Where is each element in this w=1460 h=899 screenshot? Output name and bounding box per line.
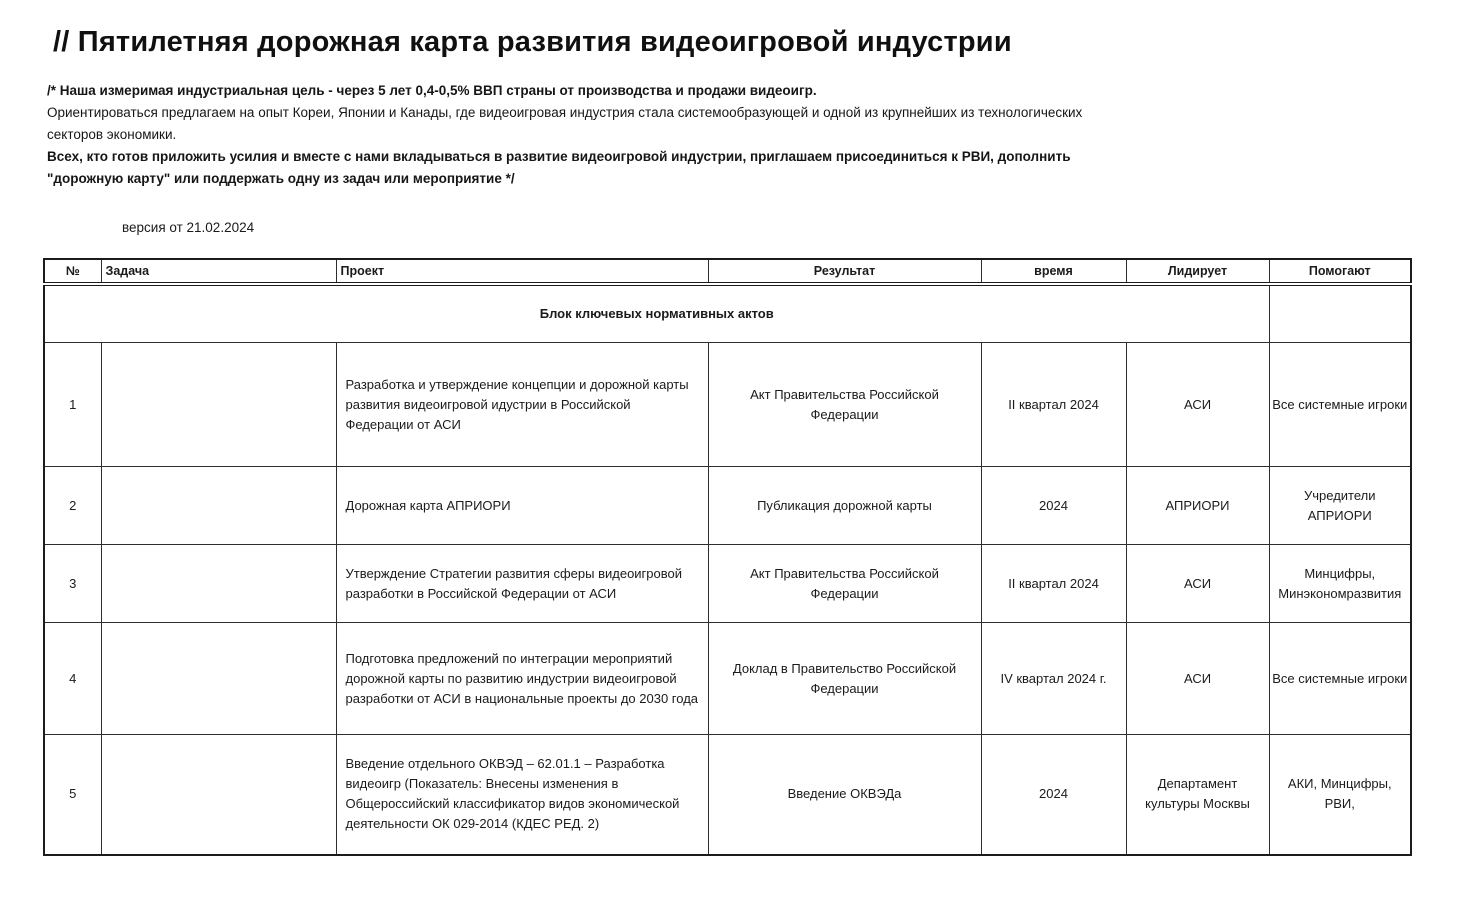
- col-header-time: время: [981, 259, 1126, 284]
- roadmap-table: [43, 258, 1412, 856]
- cell-leader: АСИ: [1126, 545, 1269, 623]
- intro-line-goal: /* Наша измеримая индустриальная цель - через 5 лет 0,4-0,5% ВВП страны от производства и продажи видеоигр.: [47, 83, 817, 98]
- section-header-row: [44, 284, 1411, 343]
- cell-helpers: Все системные игроки: [1269, 343, 1411, 467]
- cell-result: Введение ОКВЭДа: [708, 735, 981, 855]
- intro-line-reference: Ориентироваться предлагаем на опыт Кореи, Японии и Канады, где видеоигровая индустрия стала системообразующей и одной из крупнейших из технологических: [47, 105, 1083, 120]
- table-row: [44, 467, 1411, 545]
- cell-result: Акт Правительства Российской Федерации: [708, 343, 981, 467]
- cell-leader: Департамент культуры Москвы: [1126, 735, 1269, 855]
- col-header-task: Задача: [101, 259, 336, 284]
- cell-time: 2024: [981, 467, 1126, 545]
- table-row: [44, 735, 1411, 855]
- cell-num: 2: [44, 467, 101, 545]
- cell-num: 5: [44, 735, 101, 855]
- page-title: // Пятилетняя дорожная карта развития видеоигровой индустрии: [53, 26, 1012, 58]
- document-page: [0, 26, 1460, 856]
- cell-project: Утверждение Стратегии развития сферы видеоигровой разработки в Российской Федерации от АСИ: [336, 545, 708, 623]
- intro-line-invitation-cont: "дорожную карту" или поддержать одну из задач или мероприятие */: [47, 171, 515, 186]
- cell-num: 1: [44, 343, 101, 467]
- cell-project: Подготовка предложений по интеграции мероприятий дорожной карты по развитию индустрии видеоигровой разработки от АСИ в национальные проекты до 2030 года: [336, 623, 708, 735]
- cell-leader: АПРИОРИ: [1126, 467, 1269, 545]
- cell-helpers: Минцифры, Минэкономразвития: [1269, 545, 1411, 623]
- cell-task: [101, 467, 336, 545]
- cell-result: Доклад в Правительство Российской Федерации: [708, 623, 981, 735]
- cell-time: II квартал 2024: [981, 545, 1126, 623]
- intro-line-invitation: Всех, кто готов приложить усилия и вместе с нами вкладываться в развитие видеоигровой индустрии, приглашаем присоединиться к РВИ, дополнить: [47, 149, 1071, 164]
- cell-helpers: Все системные игроки: [1269, 623, 1411, 735]
- cell-task: [101, 623, 336, 735]
- cell-helpers: Учредители АПРИОРИ: [1269, 467, 1411, 545]
- intro-line-reference-cont: секторов экономики.: [47, 127, 177, 142]
- cell-helpers: АКИ, Минцифры, РВИ,: [1269, 735, 1411, 855]
- cell-project: Введение отдельного ОКВЭД – 62.01.1 – Разработка видеоигр (Показатель: Внесены изменения в Общероссийский классификатор видов экономической деятельности ОК 029-2014 (КДЕС РЕД. 2): [336, 735, 708, 855]
- table-row: [44, 545, 1411, 623]
- col-header-helpers: Помогают: [1269, 259, 1411, 284]
- cell-time: II квартал 2024: [981, 343, 1126, 467]
- intro-paragraph: [47, 80, 1460, 190]
- cell-project: Разработка и утверждение концепции и дорожной карты развития видеоигровой идустрии в Российской Федерации от АСИ: [336, 343, 708, 467]
- version-label: версия от 21.02.2024: [122, 220, 255, 235]
- cell-leader: АСИ: [1126, 623, 1269, 735]
- col-header-leader: Лидирует: [1126, 259, 1269, 284]
- table-row: [44, 623, 1411, 735]
- cell-num: 4: [44, 623, 101, 735]
- cell-result: Акт Правительства Российской Федерации: [708, 545, 981, 623]
- cell-task: [101, 545, 336, 623]
- section-title: Блок ключевых нормативных актов: [44, 284, 1269, 343]
- col-header-result: Результат: [708, 259, 981, 284]
- table-row: [44, 343, 1411, 467]
- cell-result: Публикация дорожной карты: [708, 467, 981, 545]
- cell-time: IV квартал 2024 г.: [981, 623, 1126, 735]
- col-header-num: №: [44, 259, 101, 284]
- cell-task: [101, 735, 336, 855]
- section-empty-cell: [1269, 284, 1411, 343]
- col-header-project: Проект: [336, 259, 708, 284]
- cell-time: 2024: [981, 735, 1126, 855]
- cell-project: Дорожная карта АПРИОРИ: [336, 467, 708, 545]
- cell-num: 3: [44, 545, 101, 623]
- cell-task: [101, 343, 336, 467]
- cell-leader: АСИ: [1126, 343, 1269, 467]
- table-header-row: [44, 259, 1411, 284]
